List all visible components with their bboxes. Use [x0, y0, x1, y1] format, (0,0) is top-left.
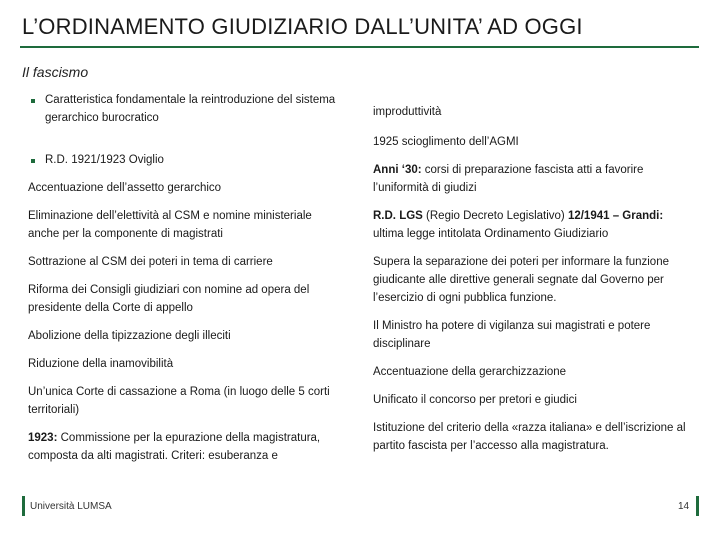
paragraph: 1925 scioglimento dell’AGMI — [373, 136, 519, 148]
emphasis: 12/1941 – Grandi: — [567, 210, 664, 222]
paragraph: Supera la separazione dei poteri per informare la funzione giudicante alle direttive generali segnate dal Governo per l’esercizio di ogni pubblica funzione. — [373, 256, 669, 304]
slide-subtitle: Il fascismo — [22, 64, 89, 80]
paragraph — [28, 429, 346, 465]
paragraph: Sottrazione al CSM dei poteri in tema di carriere — [28, 256, 273, 268]
bullet-text: R.D. 1921/1923 Oviglio — [45, 154, 164, 166]
paragraph-text: (Regio Decreto Legislativo) — [422, 210, 568, 222]
slide-title: L’ORDINAMENTO GIUDIZIARIO DALL’UNITA’ AD OGGI — [22, 14, 583, 39]
bullet-icon — [31, 159, 35, 163]
bullet-text: Caratteristica fondamentale la reintroduzione del sistema gerarchico burocratico — [45, 94, 336, 124]
paragraph — [373, 207, 693, 243]
emphasis: R.D. LGS — [373, 210, 423, 222]
footer-institution: Università LUMSA — [30, 501, 112, 512]
paragraph-text: ultima legge intitolata Ordinamento Giudiziario — [373, 228, 609, 240]
paragraph: improduttività — [373, 106, 442, 118]
emphasis: 1923: — [28, 432, 58, 444]
paragraph: Riduzione della inamovibilità — [28, 358, 174, 370]
paragraph-text: Commissione per la epurazione della magistratura, composta da alti magistrati. Criteri: esuberanza e — [28, 432, 321, 462]
paragraph — [373, 161, 693, 197]
paragraph: Riforma dei Consigli giudiziari con nomine ad opera del presidente della Corte di appello — [28, 284, 310, 314]
bullet-icon — [31, 99, 35, 103]
paragraph: Accentuazione della gerarchizzazione — [373, 366, 567, 378]
paragraph-text: corsi di preparazione fascista atti a favorire l’uniformità di giudizi — [373, 164, 644, 194]
paragraph: Un’unica Corte di cassazione a Roma (in luogo delle 5 corti territoriali) — [28, 386, 330, 416]
page-number: 14 — [678, 501, 690, 512]
paragraph: Eliminazione dell’elettività al CSM e nomine ministeriale anche per la componente di magistrati — [28, 210, 312, 240]
paragraph: Accentuazione dell’assetto gerarchico — [28, 182, 222, 194]
paragraph: Il Ministro ha potere di vigilanza sui magistrati e potere disciplinare — [373, 320, 651, 350]
paragraph: Istituzione del criterio della «razza italiana» e dell’iscrizione al partito fascista per l’accesso alla magistratura. — [373, 422, 686, 452]
paragraph: Unificato il concorso per pretori e giudici — [373, 394, 577, 406]
title-underline — [20, 46, 699, 48]
footer-accent-bar-right — [696, 496, 699, 516]
emphasis: Anni ‘30: — [373, 164, 422, 176]
footer-accent-bar — [22, 496, 25, 516]
paragraph: Abolizione della tipizzazione degli illeciti — [28, 330, 231, 342]
